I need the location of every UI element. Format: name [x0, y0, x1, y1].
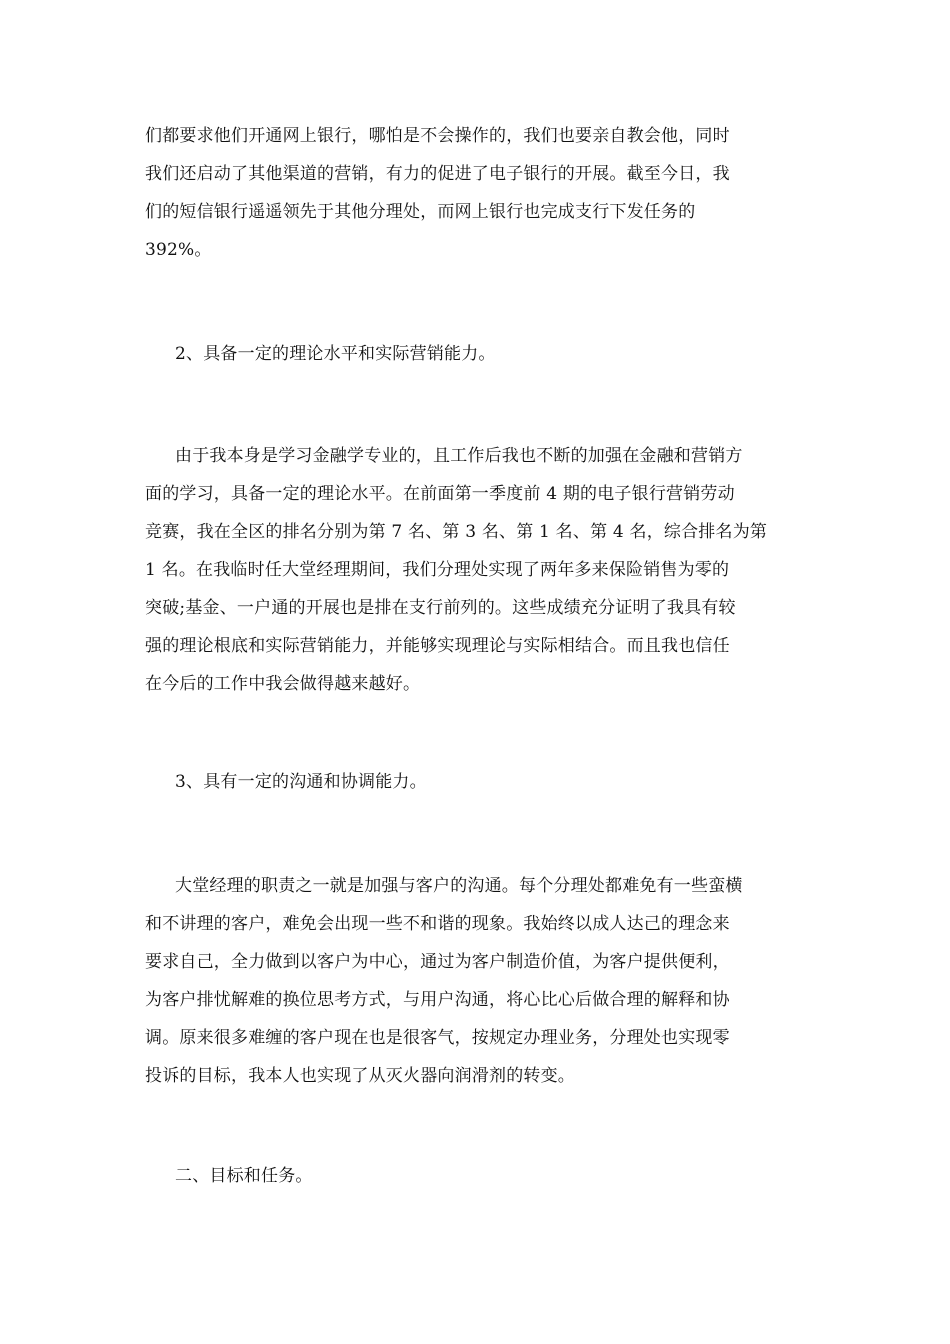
paragraph-line: 竞赛，我在全区的排名分别为第 7 名、第 3 名、第 1 名、第 4 名，综合排名为第 — [145, 522, 768, 542]
paragraph-line: 们的短信银行遥遥领先于其他分理处，而网上银行也完成支行下发任务的 — [145, 202, 696, 222]
paragraph-line: 392%。 — [145, 240, 212, 260]
paragraph-3 — [145, 867, 815, 1095]
paragraph-line: 我们还启动了其他渠道的营销，有力的促进了电子银行的开展。截至今日，我 — [145, 164, 730, 184]
paragraph-line: 要求自己，全力做到以客户为中心，通过为客户制造价值，为客户提供便利， — [145, 952, 730, 972]
paragraph-line: 1 名。在我临时任大堂经理期间，我们分理处实现了两年多来保险销售为零的 — [145, 560, 730, 580]
paragraph-line: 在今后的工作中我会做得越来越好。 — [145, 674, 421, 694]
section-heading-2 — [145, 335, 815, 373]
paragraph-1 — [145, 117, 815, 269]
paragraph-line: 突破;基金、一户通的开展也是排在支行前列的。这些成绩充分证明了我具有较 — [145, 598, 736, 618]
heading-text: 2、具备一定的理论水平和实际营销能力。 — [175, 344, 496, 364]
paragraph-line: 大堂经理的职责之一就是加强与客户的沟通。每个分理处都难免有一些蛮横 — [175, 876, 743, 896]
section-heading-3 — [145, 763, 815, 801]
paragraph-line: 面的学习，具备一定的理论水平。在前面第一季度前 4 期的电子银行营销劳动 — [145, 484, 735, 504]
section-heading-4 — [145, 1157, 815, 1195]
paragraph-line: 调。原来很多难缠的客户现在也是很客气，按规定办理业务，分理处也实现零 — [145, 1028, 730, 1048]
paragraph-line: 为客户排忧解难的换位思考方式，与用户沟通，将心比心后做合理的解释和协 — [145, 990, 730, 1010]
paragraph-line: 和不讲理的客户，难免会出现一些不和谐的现象。我始终以成人达己的理念来 — [145, 914, 730, 934]
heading-text: 3、具有一定的沟通和协调能力。 — [175, 772, 427, 792]
paragraph-line: 由于我本身是学习金融学专业的，且工作后我也不断的加强在金融和营销方 — [175, 446, 743, 466]
paragraph-line: 投诉的目标，我本人也实现了从灭火器向润滑剂的转变。 — [145, 1066, 575, 1086]
paragraph-2 — [145, 437, 815, 703]
paragraph-line: 强的理论根底和实际营销能力，并能够实现理论与实际相结合。而且我也信任 — [145, 636, 730, 656]
heading-text: 二、目标和任务。 — [175, 1166, 313, 1186]
paragraph-line: 们都要求他们开通网上银行，哪怕是不会操作的，我们也要亲自教会他，同时 — [145, 126, 730, 146]
